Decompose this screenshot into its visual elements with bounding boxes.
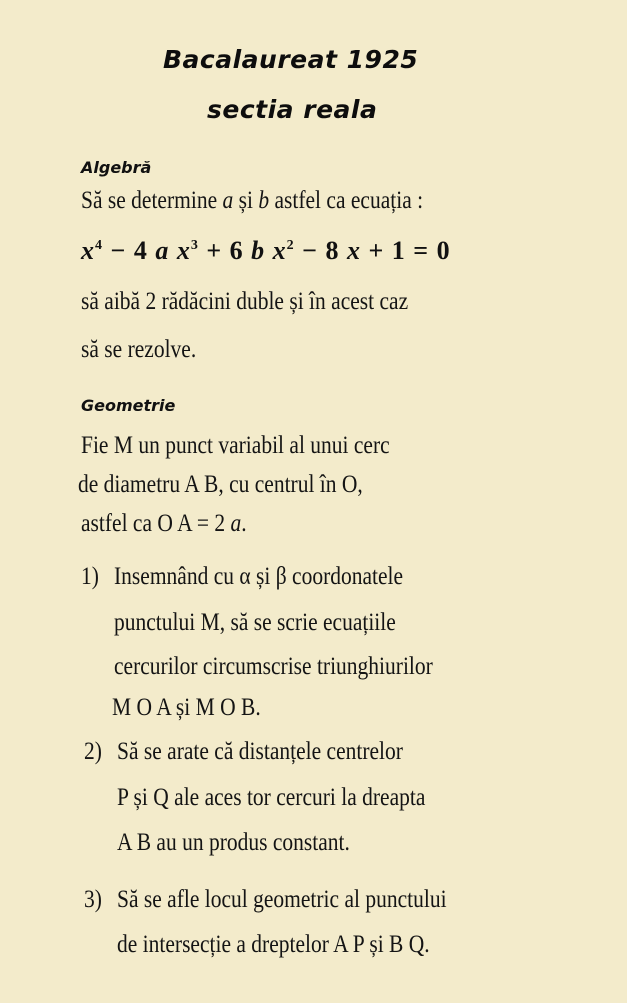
eq-term: + 1 = 0 [360, 236, 451, 265]
eq-exponent: 2 [286, 238, 295, 253]
text: și [233, 187, 259, 214]
eq-variable: a [155, 236, 170, 265]
problem-1-line-2: punctului M, să se scrie ecuațiile [114, 609, 396, 636]
eq-exponent: 3 [190, 238, 199, 253]
problem-2-line-3: A B au un produs constant. [117, 829, 350, 856]
algebra-statement-line-4: să se rezolve. [81, 336, 197, 363]
eq-term: x [81, 236, 95, 265]
problem-1-line-4: M O A și M O B. [112, 694, 261, 721]
algebra-statement-line-1 [81, 187, 423, 215]
text: . [241, 510, 247, 537]
problem-3-line-2: de intersecție a dreptelor A P și B Q. [117, 931, 430, 958]
text: astfel ca O A = 2 [81, 510, 231, 537]
eq-term: + 6 [198, 236, 252, 265]
eq-variable: b [251, 236, 266, 265]
variable-a: a [222, 187, 234, 214]
section-heading-algebra: Algebră [81, 158, 152, 177]
variable-b: b [258, 187, 270, 214]
problem-1-number: 1) [81, 563, 99, 590]
problem-1-line-1: Insemnând cu α și β coordonatele [114, 563, 404, 590]
problem-3-number: 3) [84, 886, 102, 913]
geometry-intro-line-3 [81, 510, 247, 538]
eq-term: − 4 [103, 236, 156, 265]
problem-2-number: 2) [84, 738, 102, 765]
variable-a: a [230, 510, 242, 537]
section-heading-geometry: Geometrie [81, 396, 176, 415]
algebra-statement-line-3: să aibă 2 rădăcini duble și în acest caz [81, 288, 409, 315]
eq-term: x [346, 236, 361, 265]
geometry-intro-line-1: Fie M un punct variabil al unui cerc [81, 432, 390, 459]
problem-2-line-2: P și Q ale aces tor cercuri la dreapta [117, 784, 426, 811]
problem-2-line-1: Să se arate că distanțele centrelor [117, 738, 403, 765]
eq-term: − 8 [294, 236, 347, 265]
geometry-intro-line-2: de diametru A B, cu centrul în O, [78, 471, 363, 498]
problem-3-line-1: Să se afle locul geometric al punctului [117, 886, 447, 913]
text: astfel ca ecuația : [269, 187, 424, 214]
document-title: Bacalaureat 1925 [163, 45, 419, 74]
eq-term: x [265, 236, 287, 265]
text: Să se determine [81, 187, 223, 214]
problem-1-line-3: cercurilor circumscrise triunghiurilor [114, 653, 433, 680]
eq-exponent: 4 [95, 238, 103, 253]
document-subtitle: sectia reala [207, 95, 378, 124]
eq-term: x [169, 236, 191, 265]
algebra-equation [81, 236, 451, 266]
